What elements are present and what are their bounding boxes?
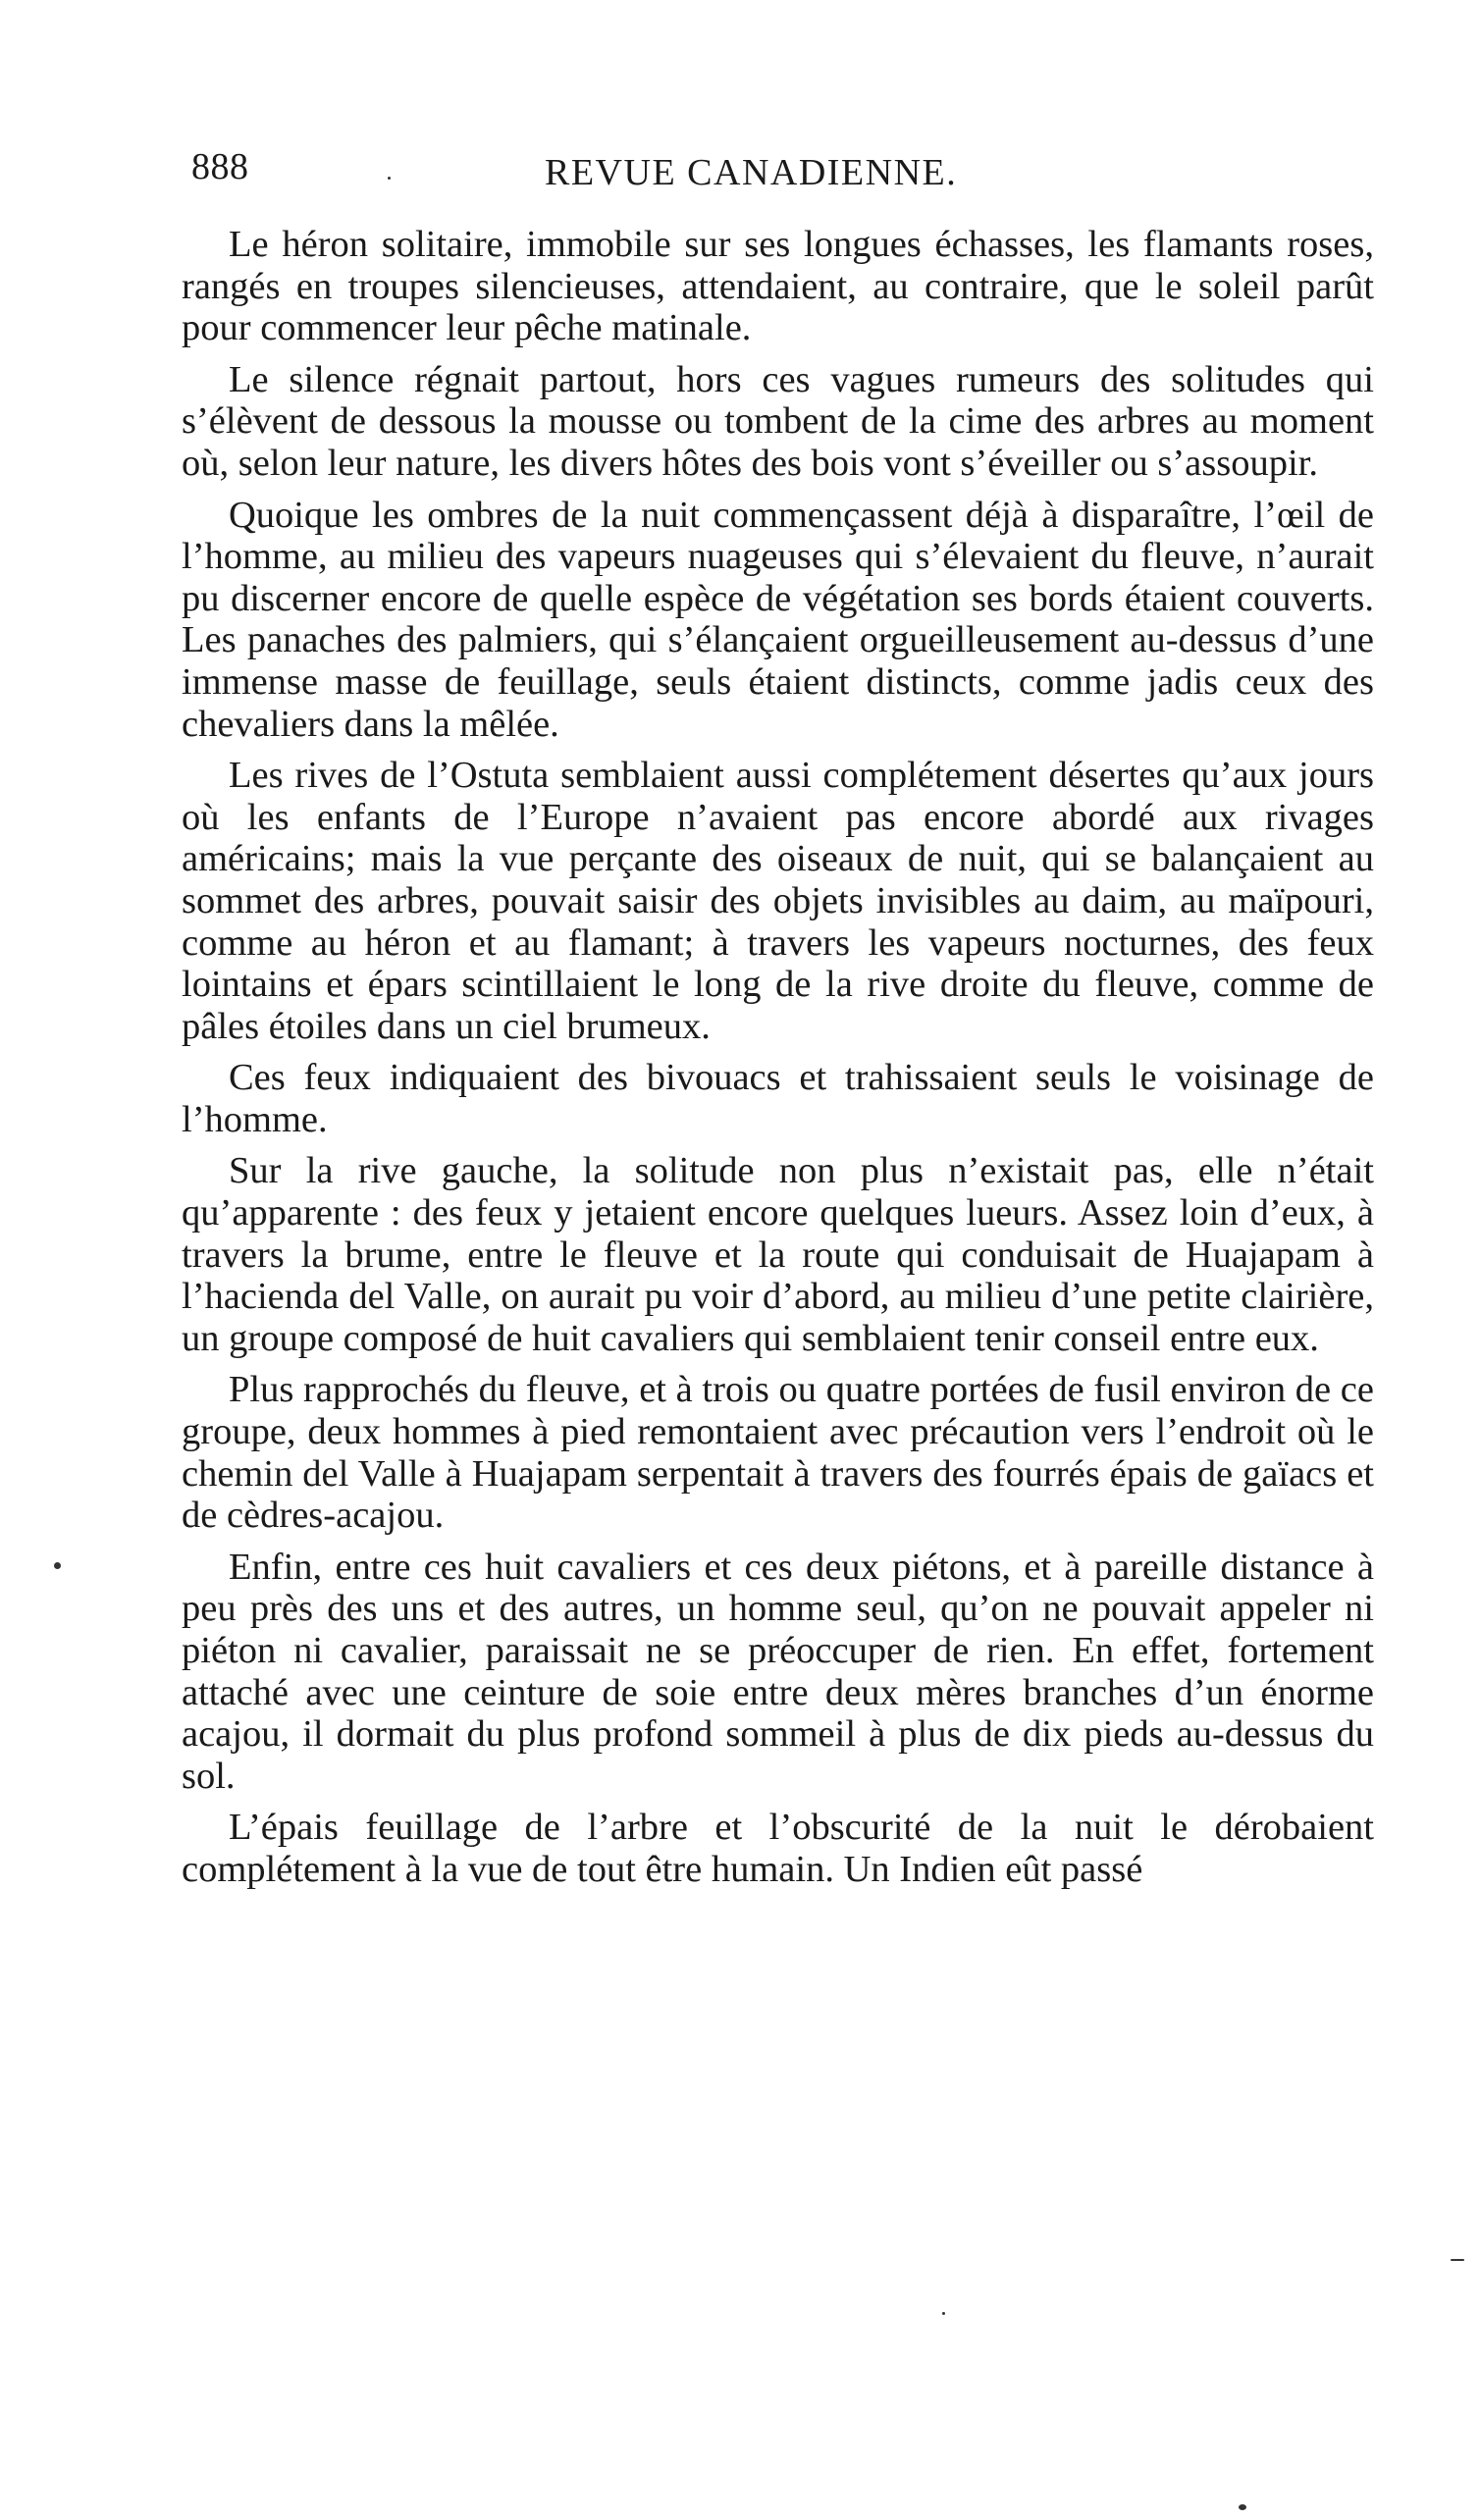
paragraph: Enfin, entre ces huit cavaliers et ces deux piétons, et à pareille distance à peu près des uns et des autres, un homme seul, qu’on ne pouvait appeler ni piéton ni cavalier, paraissait ne se préoccuper de rien. En effet, fortement attaché avec une ceinture de soie entre deux mères branches d’un énorme acajou, il dormait du plus profond sommeil à plus de dix pieds au-dessus du sol. — [182, 1546, 1374, 1797]
paragraph: Sur la rive gauche, la solitude non plus n’existait pas, elle n’était qu’apparente : des feux y jetaient encore quelques lueurs. Assez loin d’eux, à travers la brume, entre le fleuve et la route qui conduisait de Huajapam à l’hacienda del Valle, on aurait pu voir d’abord, au milieu d’une petite clairière, un groupe composé de huit cavaliers qui semblaient tenir conseil entre eux. — [182, 1150, 1374, 1359]
journal-title: REVUE CANADIENNE. — [545, 152, 958, 193]
page-number: 888 — [191, 146, 249, 187]
paragraph: L’épais feuillage de l’arbre et l’obscurité de la nuit le dérobaient complétement à la vue de tout être humain. Un Indien eût passé — [182, 1807, 1374, 1890]
paragraph: Les rives de l’Ostuta semblaient aussi complétement désertes qu’aux jours où les enfants de l’Europe n’avaient pas encore abordé aux rivages américains; mais la vue perçante des oiseaux de nuit, qui se balançaient au sommet des arbres, pouvait saisir des objets invisibles au daim, au maïpouri, comme au héron et au flamant; à travers les vapeurs nocturnes, des feux lointains et épars scintillaient le long de la rive droite du fleuve, comme de pâles étoiles dans un ciel brumeux. — [182, 755, 1374, 1047]
paragraph: Le silence régnait partout, hors ces vagues rumeurs des solitudes qui s’élèvent de dessous la mousse ou tombent de la cime des arbres au moment où, selon leur nature, les divers hôtes des bois vont s’éveiller ou s’assoupir. — [182, 358, 1374, 484]
running-head — [191, 145, 1369, 204]
paragraph: Ces feux indiquaient des bivouacs et trahissaient seuls le voisinage de l’homme. — [182, 1057, 1374, 1140]
paragraph: Le héron solitaire, immobile sur ses longues échasses, les flamants roses, rangés en troupes silencieuses, attendaient, au contraire, que le soleil parût pour commencer leur pêche matinale. — [182, 224, 1374, 349]
scan-speck — [54, 1562, 61, 1569]
body-text — [182, 224, 1374, 1891]
paragraph: Quoique les ombres de la nuit commençassent déjà à disparaître, l’œil de l’homme, au milieu des vapeurs nuageuses qui s’élevaient du fleuve, n’aurait pu discerner encore de quelle espèce de végétation ses bords étaient couverts. Les panaches des palmiers, qui s’élançaient orgueilleusement au-dessus d’une immense masse de feuillage, seuls étaient distincts, comme jadis ceux des chevaliers dans la mêlée. — [182, 494, 1374, 745]
scan-speck — [1451, 2259, 1464, 2261]
scan-speck — [942, 2312, 945, 2315]
scan-speck — [388, 177, 391, 180]
scan-speck — [1239, 2504, 1246, 2510]
paragraph: Plus rapprochés du fleuve, et à trois ou quatre portées de fusil environ de ce groupe, deux hommes à pied remontaient avec précaution vers l’endroit où le chemin del Valle à Huajapam serpentait à travers des fourrés épais de gaïacs et de cèdres-acajou. — [182, 1369, 1374, 1537]
